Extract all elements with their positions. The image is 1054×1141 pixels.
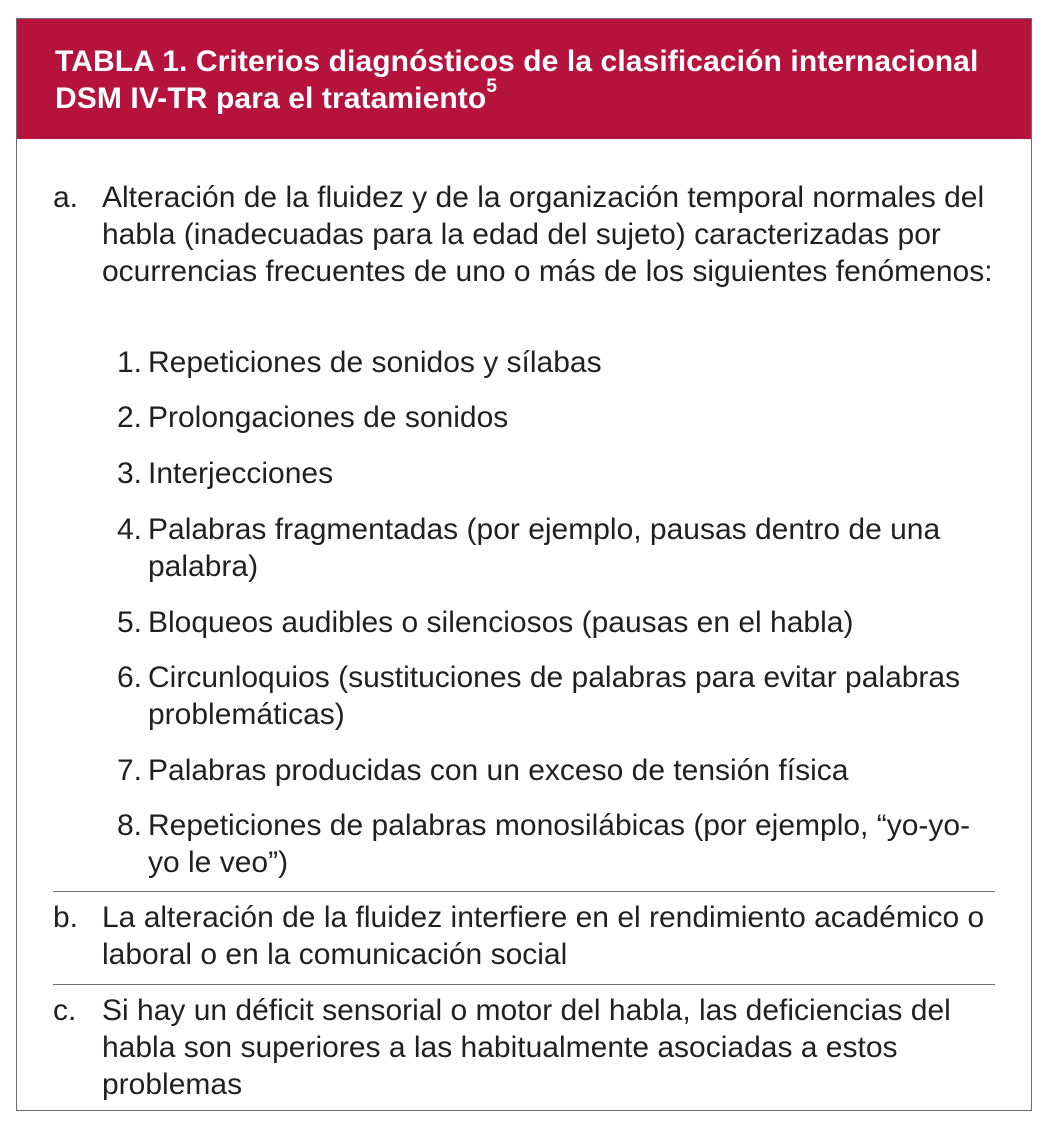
table-title-line-2 xyxy=(55,76,993,117)
reference-superscript: 5 xyxy=(486,76,497,97)
table-title-line-1: TABLA 1. Criterios diagnósticos de la clasificación internacional xyxy=(55,45,979,78)
list-item-text: Prolongaciones de sonidos xyxy=(148,401,509,434)
list-item-text: Repeticiones de palabras monosilábicas (por ejemplo, “yo-yo- yo le veo”) xyxy=(148,809,971,879)
criterion-label: c. xyxy=(53,994,77,1027)
list-item-number: 6. xyxy=(116,661,142,694)
list-item-text: Palabras producidas con un exceso de tensión física xyxy=(148,754,849,787)
criterion-label: a. xyxy=(53,181,79,214)
list-item-text: Bloqueos audibles o silenciosos (pausas en el habla) xyxy=(148,606,854,639)
table-title-text: DSM IV-TR para el tratamiento xyxy=(55,82,487,115)
table-container xyxy=(16,18,1032,1111)
criterion-text: Alteración de la fluidez y de la organización temporal normales del habla (inadecuadas para la edad del sujeto) caracterizadas por ocurrencias frecuentes de uno o más de los siguientes fenómenos: xyxy=(102,181,993,288)
list-item-text: Circunloquios (sustituciones de palabras para evitar palabras problemáticas) xyxy=(148,661,961,731)
list-item-number: 5. xyxy=(116,606,142,639)
list-item-number: 7. xyxy=(116,754,142,787)
row-divider xyxy=(53,984,995,985)
row-divider xyxy=(53,891,995,892)
criterion-text: La alteración de la fluidez interfiere en el rendimiento académico o laboral o en la comunicación social xyxy=(102,901,985,971)
list-item-text: Repeticiones de sonidos y sílabas xyxy=(148,346,602,379)
list-item-text: Palabras fragmentadas (por ejemplo, pausas dentro de una palabra) xyxy=(148,513,941,583)
list-item-number: 8. xyxy=(116,809,142,842)
criterion-text: Si hay un déficit sensorial o motor del habla, las deficiencias del habla son superiores a las habitualmente asociadas a estos problemas xyxy=(102,994,951,1101)
list-item-number: 2. xyxy=(116,401,142,434)
list-item-number: 3. xyxy=(116,457,142,490)
list-item-number: 1. xyxy=(116,346,142,379)
list-item-text: Interjecciones xyxy=(148,457,334,490)
list-item-number: 4. xyxy=(116,513,142,546)
table-header xyxy=(17,19,1031,139)
criterion-label: b. xyxy=(53,901,79,934)
